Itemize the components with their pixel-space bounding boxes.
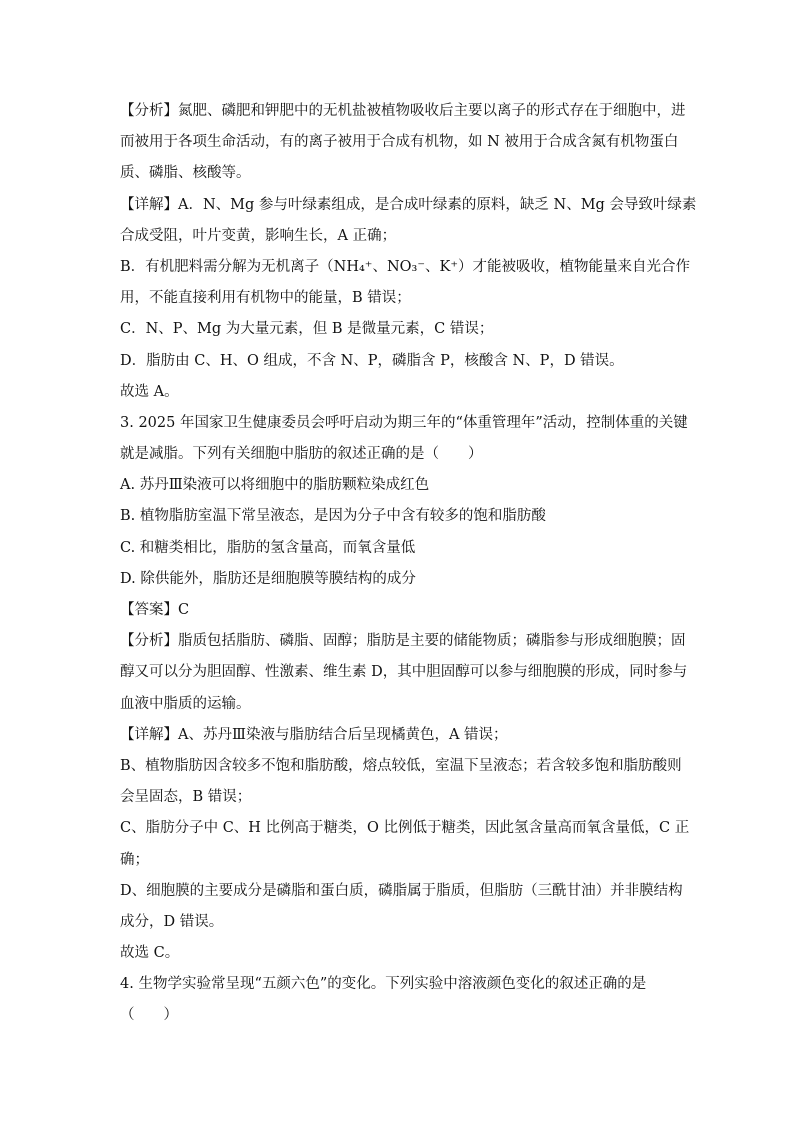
question-3-option-b: B. 植物脂肪室温下常呈液态，是因为分子中含有较多的饱和脂肪酸 xyxy=(120,508,546,525)
analysis-q3-line-3: 血液中脂质的运输。 xyxy=(120,695,251,712)
detail-q2-line-4: 用，不能直接利用有机物中的能量，B 错误； xyxy=(120,290,411,307)
question-3-option-a: A. 苏丹Ⅲ染液可以将细胞中的脂肪颗粒染成红色 xyxy=(120,477,430,494)
detail-q3-line-2: B、植物脂肪因含较多不饱和脂肪酸，熔点较低，室温下呈液态；若含较多饱和脂肪酸则 xyxy=(120,757,682,774)
detail-q3-line-5: 确； xyxy=(120,851,149,868)
detail-q3-line-3: 会呈固态，B 错误； xyxy=(120,789,252,806)
analysis-q3-line-1: 【分析】脂质包括脂肪、磷脂、固醇；脂肪是主要的储能物质；磷脂参与形成细胞膜；固 xyxy=(120,633,686,650)
question-3-answer: 【答案】C xyxy=(120,602,190,618)
question-4-stem-line-2: （ ） xyxy=(120,1007,178,1024)
question-3-stem-line-1: 3. 2025 年国家卫生健康委员会呼吁启动为期三年的“体重管理年”活动，控制体重的关键 xyxy=(120,414,688,431)
detail-q2-line-3: B．有机肥料需分解为无机离子（NH₄⁺、NO₃⁻、K⁺）才能被吸收，植物能量来自光合作 xyxy=(120,258,690,275)
detail-q3-line-7: 成分，D 错误。 xyxy=(120,913,224,930)
detail-q3-line-4: C、脂肪分子中 C、H 比例高于糖类，O 比例低于糖类，因此氢含量高而氧含量低，C 正 xyxy=(120,820,690,837)
detail-q2-line-5: C．N、P、Mg 为大量元素，但 B 是微量元素，C 错误； xyxy=(120,321,494,338)
document-page xyxy=(120,96,697,1032)
detail-q2-line-2: 合成受阻，叶片变黄，影响生长，A 正确； xyxy=(120,227,397,244)
detail-q2-line-6: D．脂肪由 C、H、O 组成，不含 N、P，磷脂含 P，核酸含 N、P，D 错误。 xyxy=(120,352,624,369)
detail-q3-line-1: 【详解】A、苏丹Ⅲ染液与脂肪结合后呈现橘黄色，A 错误； xyxy=(120,726,508,743)
analysis-q2-line-1: 【分析】氮肥、磷肥和钾肥中的无机盐被植物吸收后主要以离子的形式存在于细胞中，进 xyxy=(120,103,686,119)
detail-q2-line-1: 【详解】A．N、Mg 参与叶绿素组成，是合成叶绿素的原料，缺乏 N、Mg 会导致叶绿素 xyxy=(120,196,697,213)
answer-choice-q3: 故选 C。 xyxy=(120,945,180,962)
analysis-q2-line-3: 质、磷脂、核酸等。 xyxy=(120,165,251,182)
question-3-stem-line-2: 就是减脂。下列有关细胞中脂肪的叙述正确的是（ ） xyxy=(120,446,483,463)
analysis-q2-line-2: 而被用于各项生命活动，有的离子被用于合成有机物，如 N 被用于合成含氮有机物蛋白 xyxy=(120,134,679,151)
question-3-option-c: C. 和糖类相比，脂肪的氢含量高，而氧含量低 xyxy=(120,539,416,556)
question-4-stem-line-1: 4. 生物学实验常呈现“五颜六色”的变化。下列实验中溶液颜色变化的叙述正确的是 xyxy=(120,976,647,993)
question-3-option-d: D. 除供能外，脂肪还是细胞膜等膜结构的成分 xyxy=(120,570,416,587)
analysis-q3-line-2: 醇又可以分为胆固醇、性激素、维生素 D，其中胆固醇可以参与细胞膜的形成，同时参与 xyxy=(120,664,688,681)
answer-choice-q2: 故选 A。 xyxy=(120,383,179,400)
detail-q3-line-6: D、细胞膜的主要成分是磷脂和蛋白质，磷脂属于脂质，但脂肪（三酰甘油）并非膜结构 xyxy=(120,882,683,899)
